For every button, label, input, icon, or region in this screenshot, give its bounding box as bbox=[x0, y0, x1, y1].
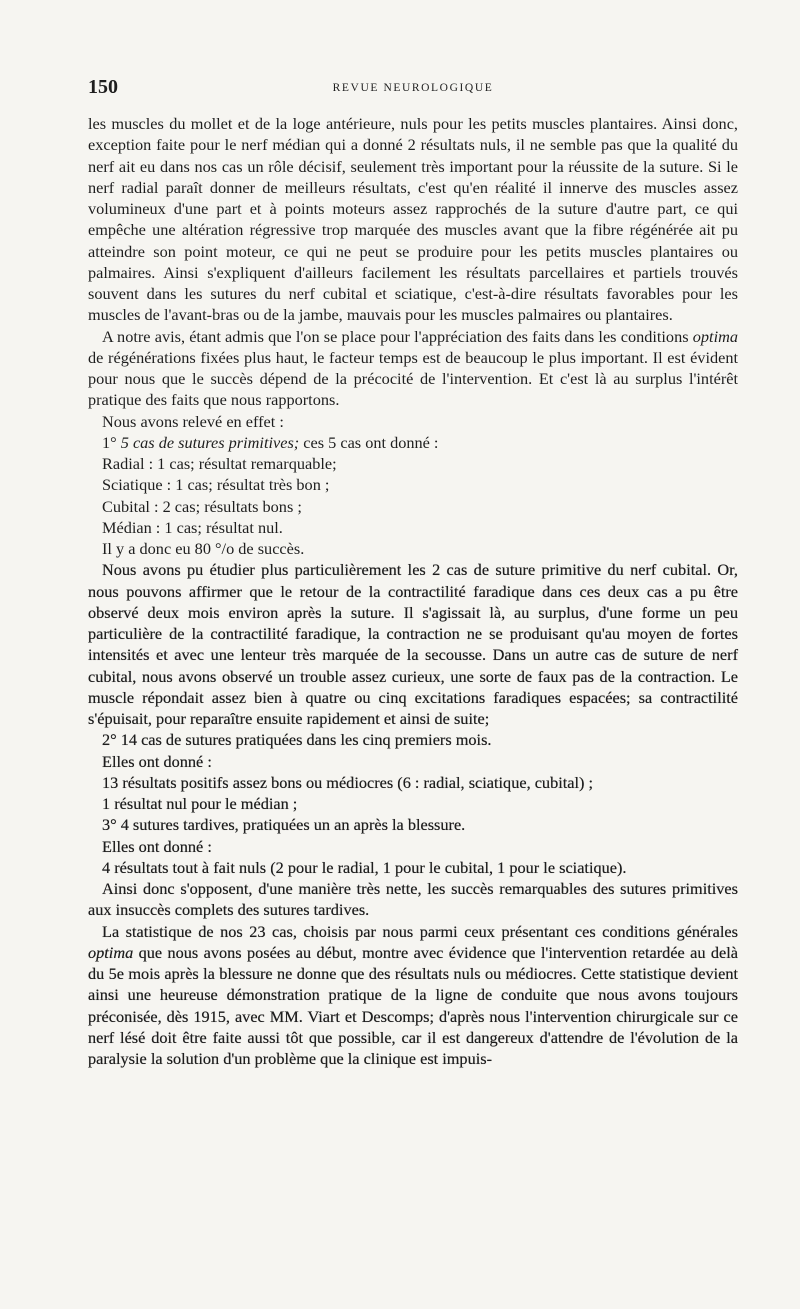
line-sciatique: Sciatique : 1 cas; résultat très bon ; bbox=[102, 475, 330, 495]
line-13-resultats: 13 résultats positifs assez bons ou médiocres (6 : radial, sciatique, cubital) ; bbox=[102, 772, 594, 792]
page-header bbox=[88, 76, 738, 100]
line-radial: Radial : 1 cas; résultat remarquable; bbox=[102, 454, 337, 473]
line-median: Médian : 1 cas; résultat nul. bbox=[102, 517, 283, 537]
list-item-cinq-mois: 2° 14 cas de sutures pratiquées dans les cinq premiers mois. bbox=[102, 730, 492, 750]
body-text bbox=[88, 113, 738, 1069]
paragraph-muscles: les muscles du mollet et de la loge antérieure, nuls pour les petits muscles plantaires. Ainsi donc, exception faite pour le nerf médian qui a donné 2 résultats nuls, il ne semble pas que la qualité du nerf ait eu dans nos cas un rôle décisif, seulement très important pour la réussite de la suture. Si le nerf radial paraît donner de meilleurs résultats, c'est qu'en réalité il innerve des muscles assez volumineux d'une part et à points moteurs assez rapprochés de la suture d'autre part, ce qui empêche une altération régressive trop marquée des muscles avant que la fibre régénérée ait pu atteindre son point moteur, ce qui ne peut se produire pour les petits muscles plantaires ou palmaires. Ainsi s'expliquent d'ailleurs facilement les résultats parcellaires et partiels trouvés souvent dans les sutures du nerf cubital et sciatique, c'est-à-dire résultats favorables pour les muscles de l'avant-bras ou de la jambe, mauvais pour les muscles palmaires ou plantaires. bbox=[88, 114, 738, 325]
list-item-tardives: 3° 4 sutures tardives, pratiquées un an après la blessure. bbox=[102, 815, 466, 835]
line-4-resultats: 4 résultats tout à fait nuls (2 pour le radial, 1 pour le cubital, 1 pour le sciatique). bbox=[102, 857, 627, 877]
paragraph-opposent: Ainsi donc s'opposent, d'une manière très nette, les succès remarquables des sutures primitives aux insuccès complets des sutures tardives. bbox=[88, 879, 738, 920]
line-1-resultat: 1 résultat nul pour le médian ; bbox=[102, 794, 298, 813]
line-cubital: Cubital : 2 cas; résultats bons ; bbox=[102, 496, 302, 516]
line-succes: Il y a donc eu 80 °/o de succès. bbox=[102, 539, 305, 558]
running-title: REVUE NEUROLOGIQUE bbox=[332, 82, 494, 94]
paragraph-statistique: La statistique de nos 23 cas, choisis par nous parmi ceux présentant ces conditions générales optima que nous avons posées au début, montre avec évidence que l'intervention retardée au delà du 5e mois après la blessure ne donne que des résultats nuls ou médiocres. Cette statistique devient ainsi une heureuse démonstration pratique de la ligne de conduite que nous avons toujours préconisée, dès 1915, avec MM. Viart et Descomps; d'après nous l'intervention chirurgicale sur ce nerf lésé doit être faite aussi tôt que possible, car il est dangereux d'attendre de l'évolution de la paralysie la solution d'un problème que la clinique est impuis- bbox=[88, 921, 738, 1068]
line-ont-donne-2: Elles ont donné : bbox=[102, 836, 212, 856]
page-number: 150 bbox=[88, 76, 118, 98]
line-ont-donne-1: Elles ont donné : bbox=[102, 751, 212, 771]
paragraph-avis: A notre avis, étant admis que l'on se place pour l'appréciation des faits dans les conditions optima de régénérations fixées plus haut, le facteur temps est de beaucoup le plus important. Il est évident pour nous que le succès dépend de la précocité de l'intervention. Et c'est là au surplus l'intérêt pratique des faits que nous rapportons. bbox=[88, 326, 738, 410]
list-item-primitives: 1° 5 cas de sutures primitives; ces 5 cas ont donné : bbox=[102, 432, 439, 452]
line-releve: Nous avons relevé en effet : bbox=[102, 411, 284, 431]
paragraph-cubital-study: Nous avons pu étudier plus particulièrement les 2 cas de suture primitive du nerf cubital. Or, nous pouvons affirmer que le retour de la contractilité faradique dans ces deux cas a pu être observé deux mois environ après la suture. Il s'agissait là, au surplus, d'une forme un peu particulière de la contractilité faradique, la contraction ne se produisant qu'au moyen de fortes intensités et avec une lenteur très marquée de la secousse. Dans un autre cas de suture de nerf cubital, nous avons observé un trouble assez curieux, une sorte de faux pas de la contraction. Le muscle répondait assez bien à quatre ou cinq excitations faradiques espacées; sa contractilité s'épuisait, pour reparaître ensuite rapidement et ainsi de suite; bbox=[88, 560, 738, 728]
bold-section bbox=[88, 559, 738, 1069]
